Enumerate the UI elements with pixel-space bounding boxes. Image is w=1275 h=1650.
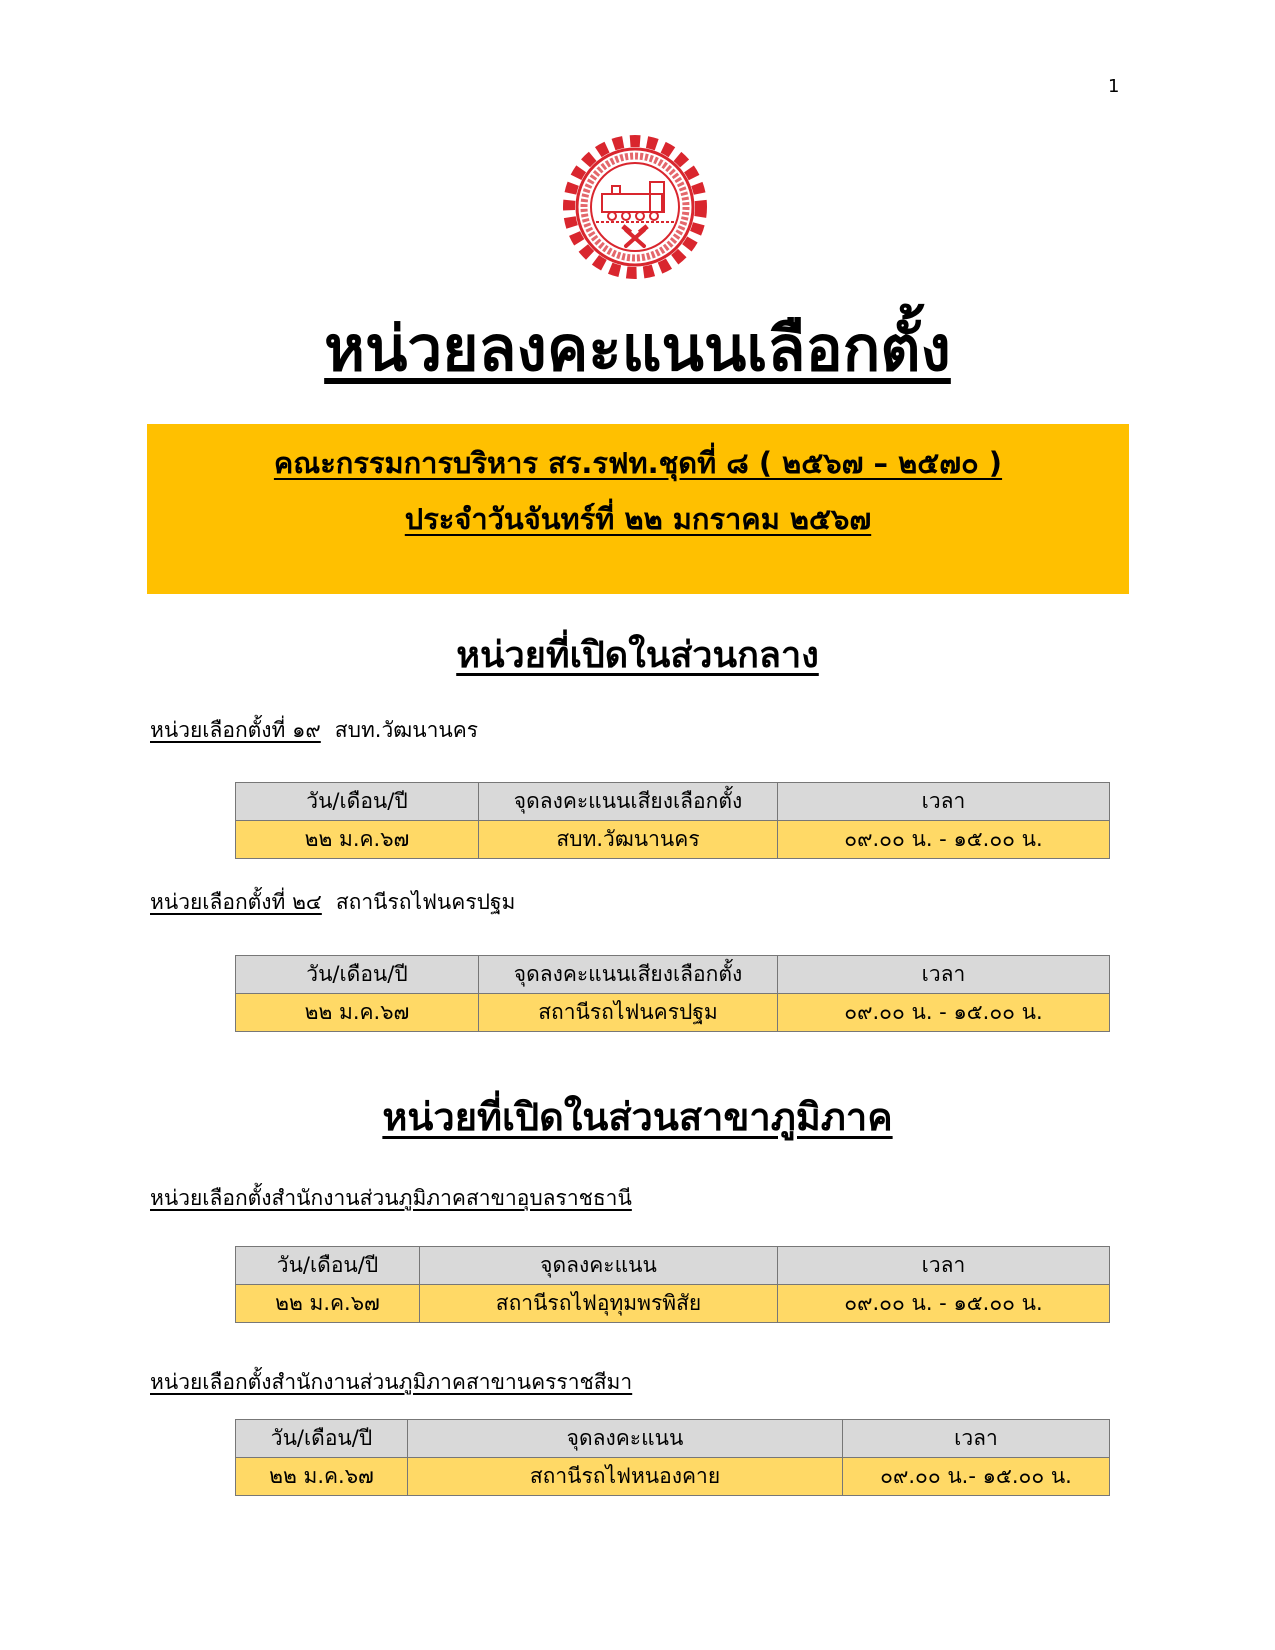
column-header: จุดลงคะแนนเสียงเลือกตั้ง bbox=[479, 956, 778, 994]
section-title-central: หน่วยที่เปิดในส่วนกลาง bbox=[456, 635, 819, 676]
column-header: เวลา bbox=[778, 956, 1110, 994]
location-cell: สถานีรถไฟอุทุมพรพิสัย bbox=[420, 1285, 778, 1323]
column-header: วัน/เดือน/ปี bbox=[236, 1247, 420, 1285]
schedule-table bbox=[235, 782, 1110, 859]
date-cell: ๒๒ ม.ค.๖๗ bbox=[236, 994, 479, 1032]
column-header: วัน/เดือน/ปี bbox=[236, 783, 479, 821]
column-header: เวลา bbox=[843, 1420, 1110, 1458]
unit-heading bbox=[150, 1366, 632, 1399]
column-header: เวลา bbox=[778, 1247, 1110, 1285]
time-cell: ๐๙.๐๐ น. - ๑๕.๐๐ น. bbox=[778, 821, 1110, 859]
election-date: ประจำวันจันทร์ที่ ๒๒ มกราคม ๒๕๖๗ bbox=[404, 502, 872, 536]
table-header-row bbox=[236, 1247, 1110, 1285]
schedule-table bbox=[235, 955, 1110, 1032]
column-header: จุดลงคะแนนเสียงเลือกตั้ง bbox=[479, 783, 778, 821]
schedule-table bbox=[235, 1246, 1110, 1323]
committee-title: คณะกรรมการบริหาร สร.รฟท.ชุดที่ ๘ ( ๒๕๖๗ – ๒๕๗๐ ) bbox=[273, 446, 1003, 480]
unit-place: สบท.วัฒนานคร bbox=[334, 718, 479, 742]
unit-heading bbox=[150, 1182, 632, 1215]
column-header: จุดลงคะแนน bbox=[420, 1247, 778, 1285]
table-header-row bbox=[236, 1420, 1110, 1458]
column-header: วัน/เดือน/ปี bbox=[236, 956, 479, 994]
unit-label: หน่วยเลือกตั้งที่ ๒๔ bbox=[150, 890, 322, 914]
column-header: จุดลงคะแนน bbox=[408, 1420, 843, 1458]
unit-place: สถานีรถไฟนครปฐม bbox=[335, 890, 516, 914]
header-banner bbox=[147, 424, 1129, 594]
time-cell: ๐๙.๐๐ น. - ๑๕.๐๐ น. bbox=[778, 1285, 1110, 1323]
table-row bbox=[236, 994, 1110, 1032]
table-header-row bbox=[236, 783, 1110, 821]
date-cell: ๒๒ ม.ค.๖๗ bbox=[236, 821, 479, 859]
table-row bbox=[236, 1458, 1110, 1496]
section-title-regional: หน่วยที่เปิดในส่วนสาขาภูมิภาค bbox=[382, 1095, 893, 1139]
page-number: 1 bbox=[1108, 76, 1120, 97]
unit-label: หน่วยเลือกตั้งที่ ๑๙ bbox=[150, 718, 321, 742]
location-cell: สบท.วัฒนานคร bbox=[479, 821, 778, 859]
main-title: หน่วยลงคะแนนเลือกตั้ง bbox=[324, 312, 951, 385]
location-cell: สถานีรถไฟหนองคาย bbox=[408, 1458, 843, 1496]
time-cell: ๐๙.๐๐ น.- ๑๕.๐๐ น. bbox=[843, 1458, 1110, 1496]
unit-heading bbox=[150, 714, 478, 747]
time-cell: ๐๙.๐๐ น. - ๑๕.๐๐ น. bbox=[778, 994, 1110, 1032]
union-gear-train-emblem-icon bbox=[560, 132, 710, 282]
date-cell: ๒๒ ม.ค.๖๗ bbox=[236, 1285, 420, 1323]
table-row bbox=[236, 821, 1110, 859]
column-header: เวลา bbox=[778, 783, 1110, 821]
unit-label: หน่วยเลือกตั้งสำนักงานส่วนภูมิภาคสาขาอุบลราชธานี bbox=[150, 1186, 632, 1210]
column-header: วัน/เดือน/ปี bbox=[236, 1420, 408, 1458]
date-cell: ๒๒ ม.ค.๖๗ bbox=[236, 1458, 408, 1496]
schedule-table bbox=[235, 1419, 1110, 1496]
location-cell: สถานีรถไฟนครปฐม bbox=[479, 994, 778, 1032]
unit-label: หน่วยเลือกตั้งสำนักงานส่วนภูมิภาคสาขานครราชสีมา bbox=[150, 1370, 633, 1394]
table-header-row bbox=[236, 956, 1110, 994]
table-row bbox=[236, 1285, 1110, 1323]
unit-heading bbox=[150, 886, 515, 919]
